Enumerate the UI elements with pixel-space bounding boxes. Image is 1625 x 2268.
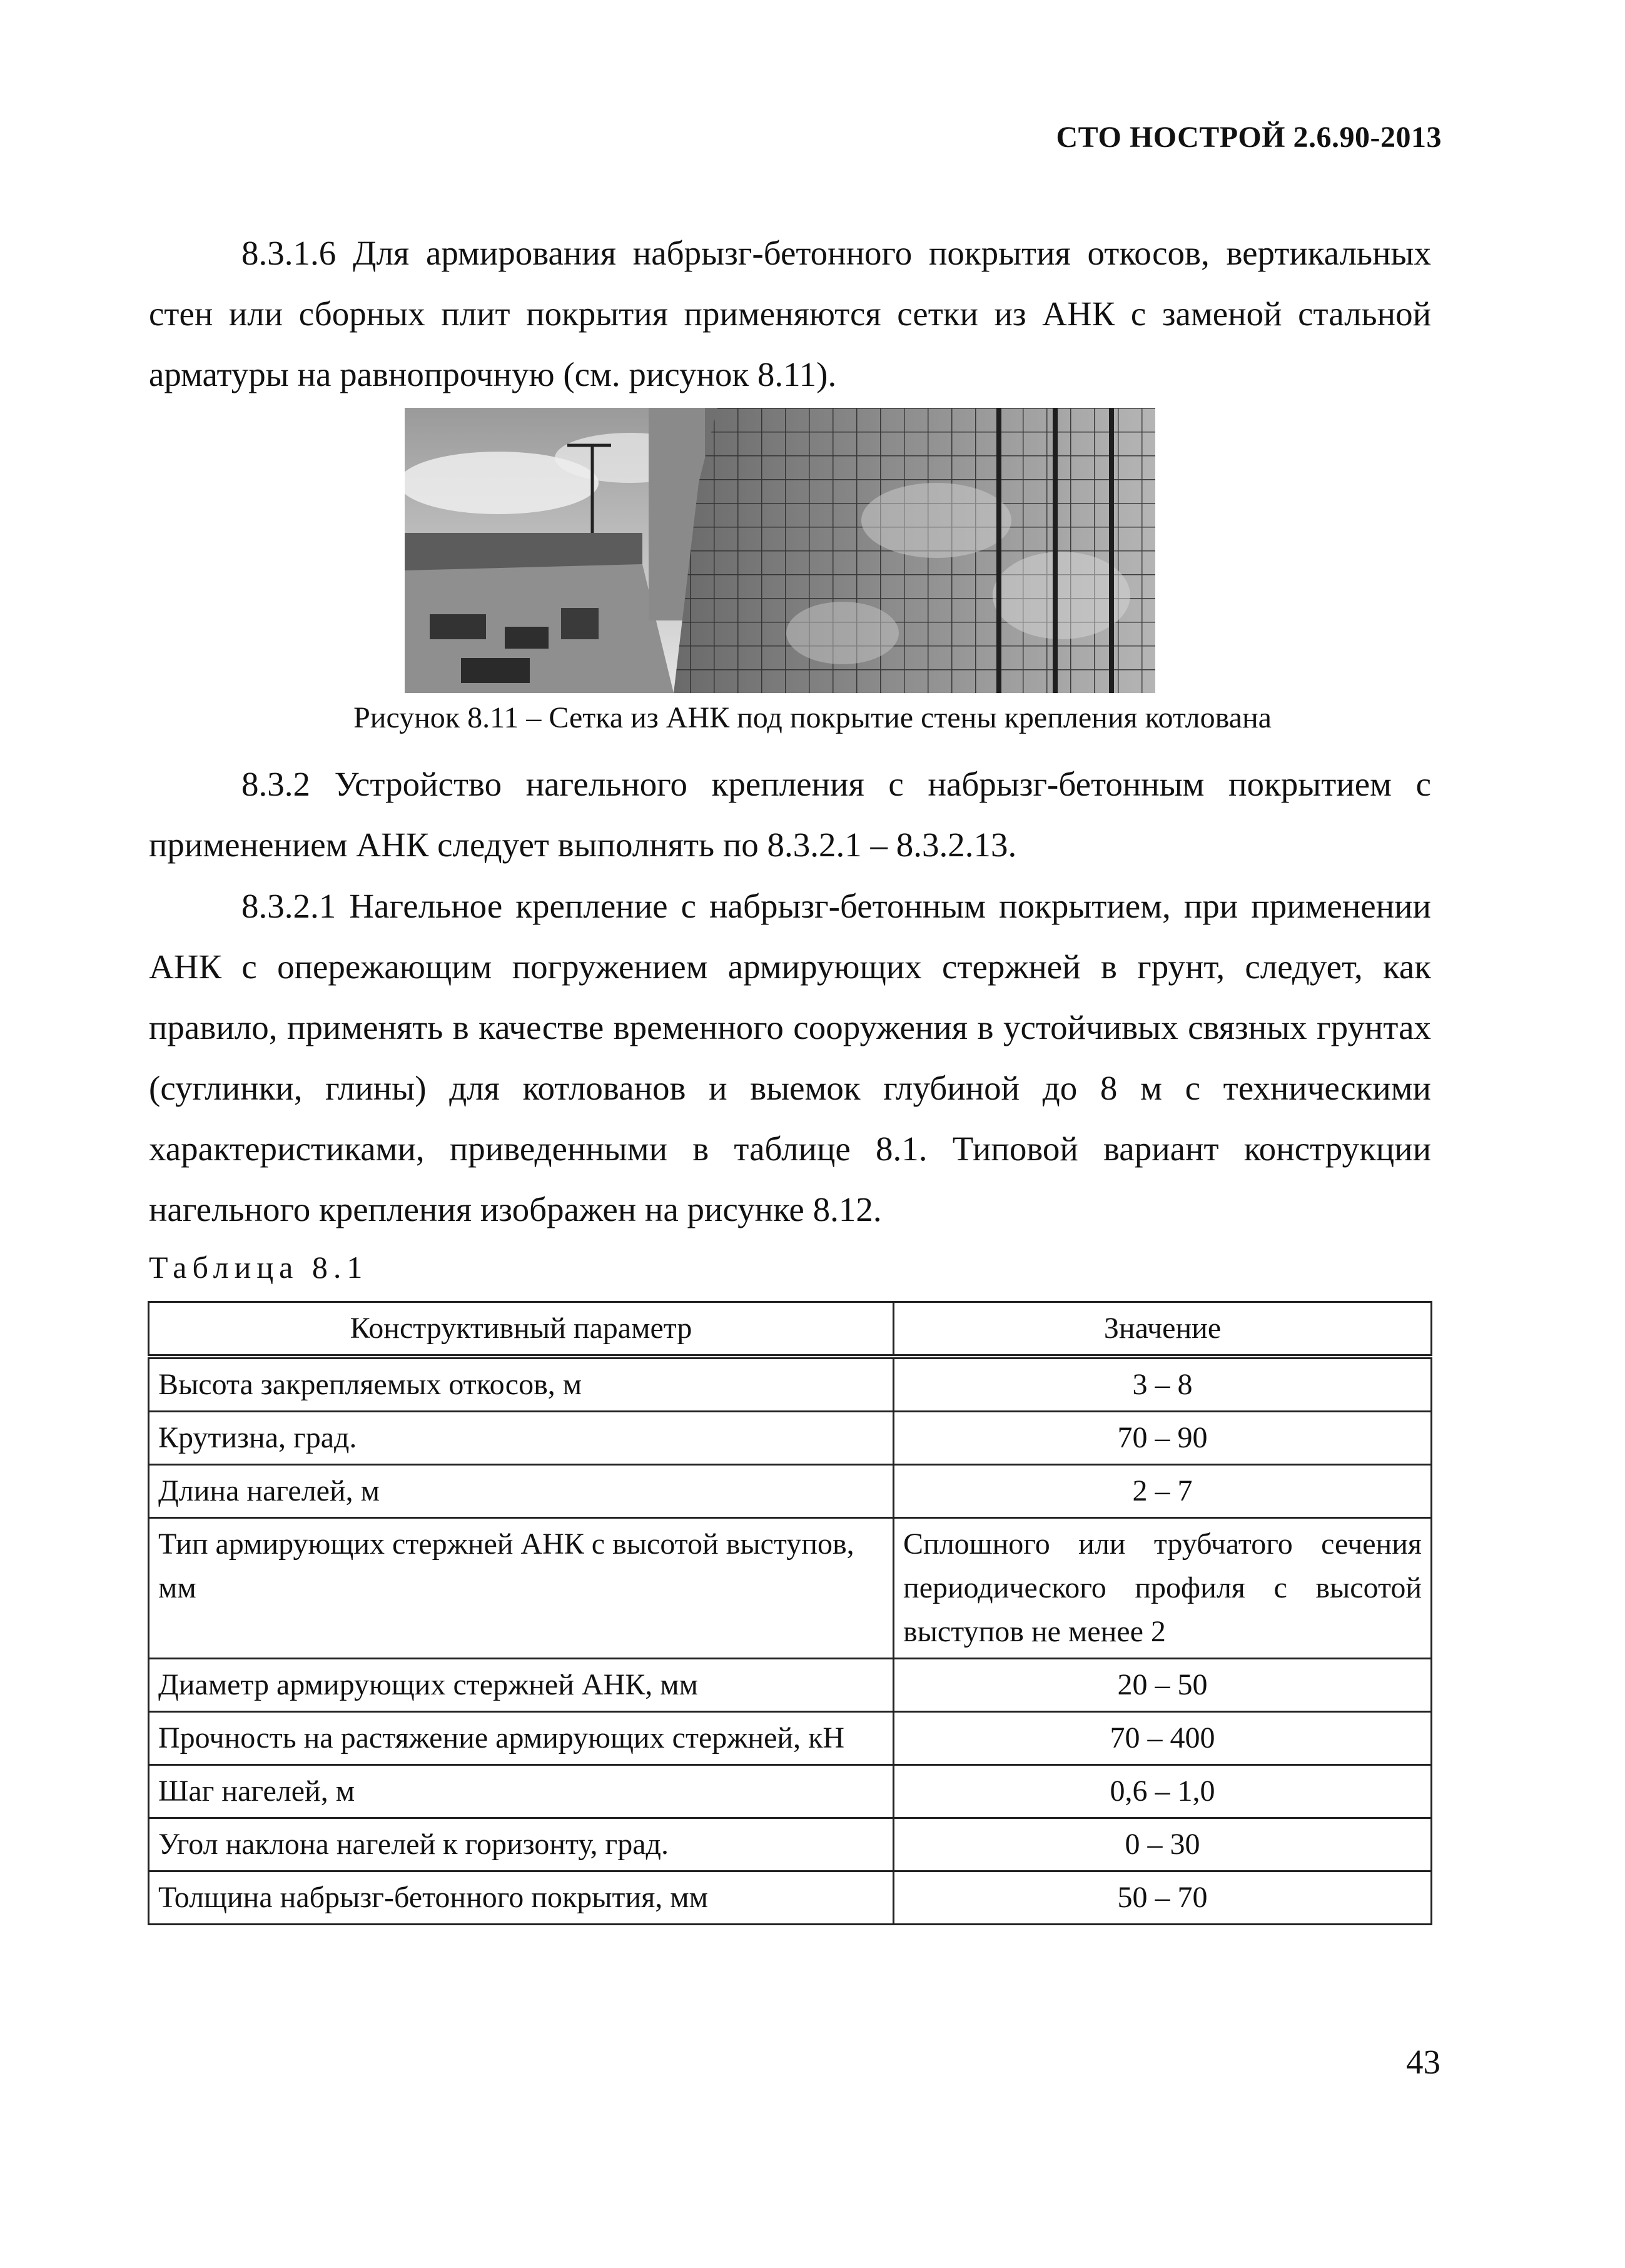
table-row: [149, 1357, 1432, 1412]
table-row: [149, 1465, 1432, 1518]
table-cell-value: 50 – 70: [894, 1871, 1432, 1925]
table-row: [149, 1518, 1432, 1659]
table-cell-value: Сплошного или трубчатого сечения периодического профиля с высотой выступов не менее 2: [894, 1518, 1432, 1659]
table-cell-param: Прочность на растяжение армирующих стержней, кН: [149, 1712, 894, 1765]
table-cell-param: Угол наклона нагелей к горизонту, град.: [149, 1818, 894, 1871]
document-code-header: СТО НОСТРОЙ 2.6.90-2013: [1056, 121, 1442, 154]
header-value: Значение: [894, 1302, 1432, 1357]
table-row: [149, 1871, 1432, 1925]
table-row: [149, 1659, 1432, 1712]
table-cell-value: 70 – 90: [894, 1412, 1432, 1465]
table-row: [149, 1818, 1432, 1871]
table-cell-value: 2 – 7: [894, 1465, 1432, 1518]
paragraph-8-3-2-1: 8.3.2.1 Нагельное крепление с набрызг-бетонным покрытием, при применении АНК с опережающим погружением армирующих стержней в грунт, следует, как правило, применять в качестве временного сооружения в устойчивых связных грунтах (суглинки, глины) для котлованов и выемок глубиной до 8 м с техническими характеристиками, приведенными в таблице 8.1. Типовой вариант конструкции нагельного крепления изображен на рисунке 8.12.: [149, 887, 1431, 1228]
paragraph-8-3-2: 8.3.2 Устройство нагельного крепления с набрызг-бетонным покрытием с применением АНК следует выполнять по 8.3.2.1 – 8.3.2.13.: [149, 765, 1431, 864]
table-row: [149, 1712, 1432, 1765]
table-cell-value: 70 – 400: [894, 1712, 1432, 1765]
table-cell-param: Диаметр армирующих стержней АНК, мм: [149, 1659, 894, 1712]
figure-8-11-caption: Рисунок 8.11 – Сетка из АНК под покрытие стены крепления котлована: [353, 701, 1272, 734]
table-cell-param: Высота закрепляемых откосов, м: [149, 1357, 894, 1412]
table-cell-param: Тип армирующих стержней АНК с высотой выступов, мм: [149, 1518, 894, 1659]
table-cell-param: Толщина набрызг-бетонного покрытия, мм: [149, 1871, 894, 1925]
table-row: [149, 1412, 1432, 1465]
table-cell-value: 20 – 50: [894, 1659, 1432, 1712]
table-cell-param: Шаг нагелей, м: [149, 1765, 894, 1818]
page-number: 43: [1406, 2043, 1440, 2081]
header-parameter: Конструктивный параметр: [149, 1302, 894, 1357]
table-cell-value: 3 – 8: [894, 1357, 1432, 1412]
table-row: [149, 1765, 1432, 1818]
table-header-row: [149, 1302, 1432, 1357]
table-8-1: [148, 1301, 1432, 1925]
figure-8-11-photo: [405, 408, 1155, 693]
table-8-1-title: Таблица 8.1: [149, 1250, 368, 1285]
table-cell-param: Крутизна, град.: [149, 1412, 894, 1465]
paragraph-8-3-1-6: 8.3.1.6 Для армирования набрызг-бетонного покрытия откосов, вертикальных стен или сборных плит покрытия применяются сетки из АНК с заменой стальной арматуры на равнопрочную (см. рисунок 8.11).: [149, 234, 1431, 393]
table-cell-value: 0,6 – 1,0: [894, 1765, 1432, 1818]
table-cell-param: Длина нагелей, м: [149, 1465, 894, 1518]
table-cell-value: 0 – 30: [894, 1818, 1432, 1871]
